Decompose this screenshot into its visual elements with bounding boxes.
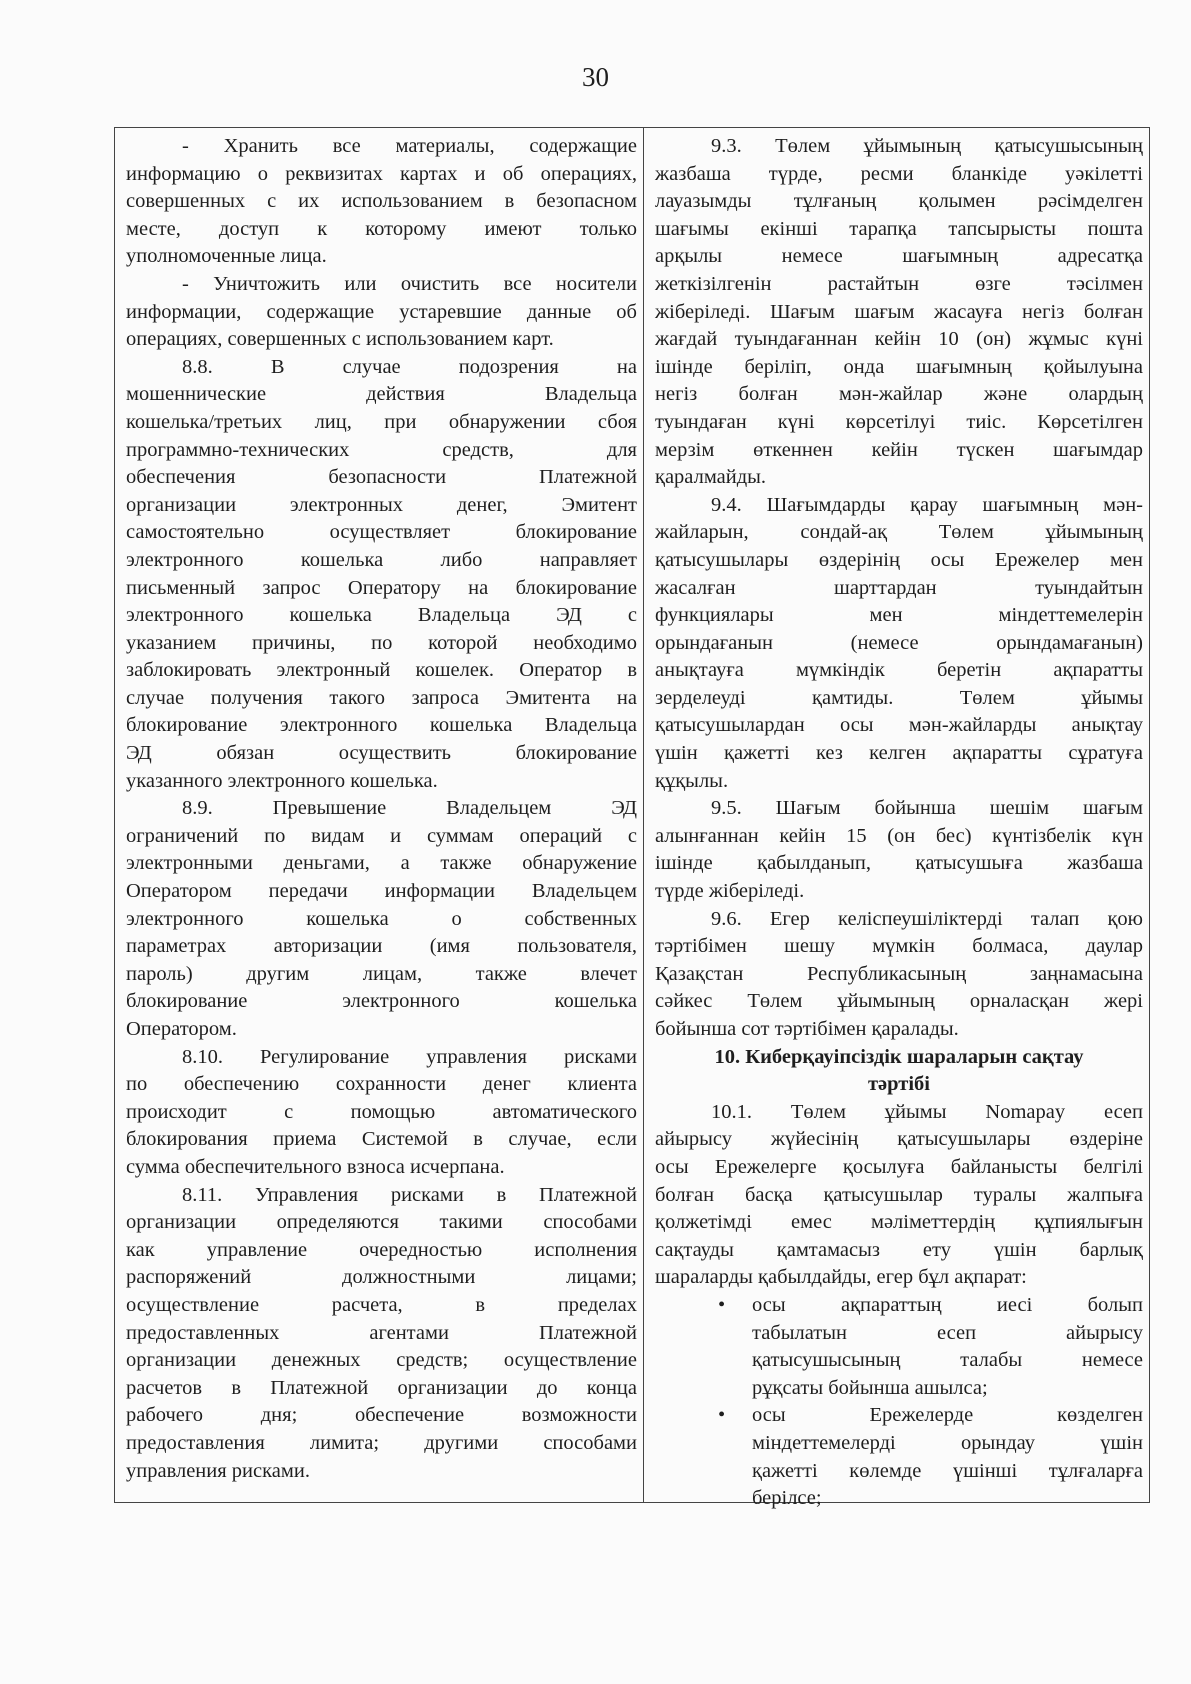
text-line: обеспечения безопасности Платежной <box>126 466 637 489</box>
heading-line: тәртібі <box>867 1073 930 1096</box>
list-item-text <box>752 1292 1143 1402</box>
text-line: происходит с помощью автоматического <box>126 1100 637 1123</box>
text-line: случае получения такого запроса Эмитента на <box>126 686 637 709</box>
text-line: болған басқа қатысушылар туралы жалпыға <box>655 1183 1143 1206</box>
text-line: жайларын, сондай-ақ Төлем ұйымының <box>655 521 1143 544</box>
text-line: міндеттемелерді орындау үшін <box>752 1431 1143 1454</box>
text-line: 8.10. Регулирование управления рисками <box>182 1045 637 1068</box>
text-line: туындаған күні көрсетілуі тиіс. Көрсетілген <box>655 410 1143 433</box>
text-line: Оператором. <box>126 1018 237 1040</box>
list-item <box>655 1292 1143 1402</box>
text-line: Қазақстан Республикасының заңнамасына <box>655 962 1143 985</box>
text-line: ішінде беріліп, онда шағымның қойылуына <box>655 355 1143 378</box>
text-line: шағымы екінші тарапқа тапсырысты пошта <box>655 217 1143 240</box>
text-line: осы ақпараттың иесі болып <box>752 1293 1143 1316</box>
text-line: электронного кошелька о собственных <box>126 907 637 930</box>
text-line: кошелька/третьих лиц, при обнаружении сбоя <box>126 410 637 433</box>
heading-line: 10. Киберқауіпсіздік шараларын сақтау <box>714 1045 1084 1068</box>
paragraph <box>126 1182 637 1486</box>
text-line: совершенных с их использованием в безопасном <box>126 190 637 213</box>
text-line: блокирования приема Системой в случае, если <box>126 1128 637 1151</box>
text-line: берілсе; <box>752 1487 822 1510</box>
text-line: тәртібімен шешу мүмкін болмаса, даулар <box>655 935 1143 958</box>
text-line: параметрах авторизации (имя пользователя, <box>126 935 637 958</box>
text-line: 9.5. Шағым бойынша шешім шағым <box>711 797 1143 820</box>
bullet-symbol: • <box>718 1404 726 1427</box>
text-line: жеткізілгенін растайтын өзге тәсілмен <box>655 272 1143 295</box>
page-number: 30 <box>582 62 609 92</box>
text-line: лауазымды тұлғаның қолымен рәсімделген <box>655 190 1143 213</box>
paragraph <box>655 133 1143 492</box>
text-line: информацию о реквизитах картах и об операциях, <box>126 162 637 185</box>
text-line: пароль) другим лицам, также влечет <box>126 962 637 985</box>
text-line: уполномоченные лица. <box>126 245 327 268</box>
paragraph <box>655 1099 1143 1292</box>
bullet-icon <box>655 1402 752 1512</box>
text-line: электронными деньгами, а также обнаружение <box>126 852 637 875</box>
paragraph <box>655 906 1143 1044</box>
text-line: 8.11. Управления рисками в Платежной <box>182 1183 637 1206</box>
text-line: предоставленных агентами Платежной <box>126 1321 637 1344</box>
paragraph <box>126 1044 637 1182</box>
text-line: жағдай туындағаннан кейін 10 (он) жұмыс күні <box>655 328 1143 351</box>
text-line: операциях, совершенных с использованием карт. <box>126 328 554 351</box>
text-line: информации, содержащие устаревшие данные об <box>126 300 637 323</box>
list-item-text <box>752 1402 1143 1512</box>
text-line: месте, доступ к которому имеют только <box>126 217 637 240</box>
cybersecurity-section <box>655 1099 1143 1292</box>
text-line: ішінде қабылданып, қатысушыға жазбаша <box>655 852 1143 875</box>
text-line: рабочего дня; обеспечение возможности <box>126 1404 637 1427</box>
paragraph <box>655 795 1143 905</box>
text-line: қажетті көлемде үшінші тұлғаларға <box>752 1459 1143 1482</box>
text-line: осы Ережелерде көзделген <box>752 1404 1143 1427</box>
bullet-symbol: • <box>718 1293 726 1316</box>
text-line: сумма обеспечительного взноса исчерпана. <box>126 1155 505 1178</box>
text-line: предоставления лимита; другими способами <box>126 1431 637 1454</box>
list-item <box>655 1402 1143 1512</box>
text-line: 9.4. Шағымдарды қарау шағымның мән- <box>711 493 1143 516</box>
text-line: - Уничтожить или очистить все носители <box>182 272 637 295</box>
text-line: осы Ережелерге қосылуға байланысты белгілі <box>655 1155 1143 1178</box>
bullet-list <box>655 1292 1143 1513</box>
text-line: организации электронных денег, Эмитент <box>126 493 637 516</box>
text-line: мерзім өткеннен кейін түскен шағымдар <box>655 438 1143 461</box>
text-line: самостоятельно осуществляет блокирование <box>126 521 637 544</box>
text-line: анықтауға мүмкіндік беретін ақпаратты <box>655 659 1143 682</box>
text-line: осуществление расчета, в пределах <box>126 1293 637 1316</box>
section-10-heading <box>655 1044 1143 1099</box>
complaints-section <box>655 133 1143 1044</box>
text-line: шараларды қабылдайды, егер бұл ақпарат: <box>655 1266 1027 1289</box>
text-line: - Хранить все материалы, содержащие <box>182 135 637 157</box>
text-line: функциялары мен міндеттемелерін <box>655 604 1143 627</box>
text-line: ЭД обязан осуществить блокирование <box>126 742 637 765</box>
text-line: табылатын есеп айырысу <box>752 1321 1143 1344</box>
two-column-table <box>114 127 1150 1510</box>
text-line: қатысушылары өздерінің осы Ережелер мен <box>655 548 1143 571</box>
text-line: сәйкес Төлем ұйымының орналасқан жері <box>655 990 1143 1013</box>
text-line: электронного кошелька либо направляет <box>126 548 637 571</box>
text-line: зерделеуді қамтиды. Төлем ұйымы <box>655 686 1143 709</box>
russian-column <box>115 128 644 1502</box>
text-line: ограничений по видам и суммам операций с <box>126 824 637 847</box>
text-line: орындағанын (немесе орындамағанын) <box>655 631 1143 654</box>
text-line: организации денежных средств; осуществление <box>126 1349 637 1372</box>
bullet-icon <box>655 1292 752 1402</box>
text-line: 9.3. Төлем ұйымының қатысушысының <box>711 135 1143 157</box>
text-line: алынғаннан кейін 15 (он бес) күнтізбелік күн <box>655 824 1143 847</box>
text-line: сақтауды қамтамасыз ету үшін барлық <box>655 1238 1143 1261</box>
paragraph <box>126 795 637 1043</box>
text-line: рұқсаты бойынша ашылса; <box>752 1376 988 1399</box>
text-line: письменный запрос Оператору на блокирование <box>126 576 637 599</box>
text-line: программно-технических средств, для <box>126 438 637 461</box>
text-line: Оператором передачи информации Владельцем <box>126 880 637 903</box>
text-line: бойынша сот тәртібімен қаралады. <box>655 1018 959 1040</box>
text-line: блокирование электронного кошелька <box>126 990 637 1013</box>
text-line: управления рисками. <box>126 1459 310 1482</box>
text-line: организации определяются такими способами <box>126 1211 637 1234</box>
text-line: түрде жіберіледі. <box>655 880 805 903</box>
text-line: указанного электронного кошелька. <box>126 769 438 792</box>
text-line: указанием причины, по которой необходимо <box>126 631 637 654</box>
kazakh-column <box>644 128 1149 1510</box>
text-line: 9.6. Егер келіспеушіліктерді талап қою <box>711 907 1143 930</box>
text-line: жіберіледі. Шағым шағым жасауға негіз болған <box>655 300 1143 323</box>
text-line: по обеспечению сохранности денег клиента <box>126 1073 637 1096</box>
text-line: қатысушылардан осы мән-жайларды анықтау <box>655 714 1143 737</box>
text-line: қолжетімді емес мәліметтердің құпиялығын <box>655 1211 1143 1234</box>
text-line: құқылы. <box>655 769 729 792</box>
text-line: распоряжений должностными лицами; <box>126 1266 637 1289</box>
text-line: қаралмайды. <box>655 466 767 489</box>
text-line: блокирование электронного кошелька Владельца <box>126 714 637 737</box>
text-line: жазбаша түрде, ресми бланкіде уәкілетті <box>655 162 1143 185</box>
text-line: жасалған шарттардан туындайтын <box>655 576 1143 599</box>
text-line: қатысушысының талабы немесе <box>752 1349 1143 1372</box>
text-line: 10.1. Төлем ұйымы Nomapay есеп <box>711 1100 1143 1123</box>
text-line: 8.9. Превышение Владельцем ЭД <box>182 797 637 820</box>
text-line: негіз болған мән-жайлар және олардың <box>655 383 1143 406</box>
text-line: үшін қажетті кез келген ақпаратты сұратуға <box>655 742 1143 765</box>
paragraph <box>126 133 637 271</box>
text-line: расчетов в Платежной организации до конца <box>126 1376 637 1399</box>
text-line: арқылы немесе шағымның адресатқа <box>655 245 1143 268</box>
text-line: электронного кошелька Владельца ЭД с <box>126 604 637 627</box>
text-line: айырысу жүйесінің қатысушылары өздеріне <box>655 1128 1143 1151</box>
paragraph <box>126 354 637 796</box>
paragraph <box>655 492 1143 796</box>
text-line: заблокировать электронный кошелек. Оператор в <box>126 659 637 682</box>
text-line: 8.8. В случае подозрения на <box>182 355 637 378</box>
text-line: мошеннические действия Владельца <box>126 383 637 406</box>
text-line: как управление очередностью исполнения <box>126 1238 637 1261</box>
paragraph <box>126 271 637 354</box>
